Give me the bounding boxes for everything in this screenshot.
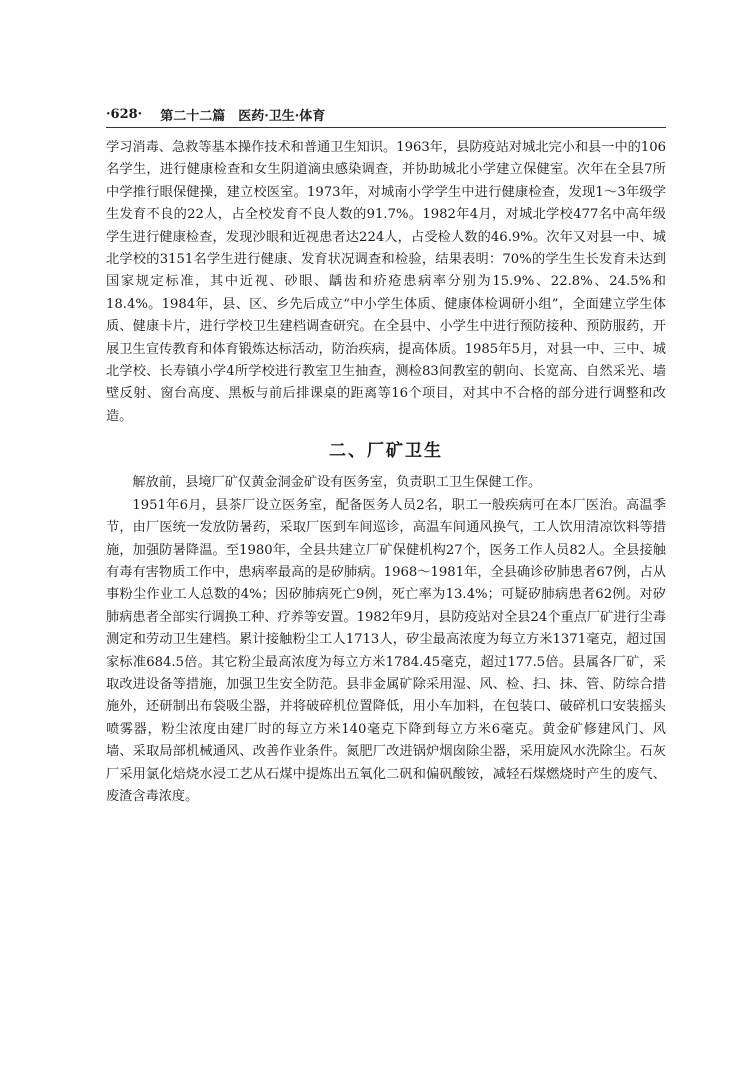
- header-rule: [106, 127, 666, 128]
- body-text: [106, 137, 666, 808]
- section-heading: 二、厂矿卫生: [329, 441, 443, 462]
- running-header: [106, 103, 666, 125]
- paragraph: 学习消毒、急救等基本操作技术和普通卫生知识。1963年，县防疫站对城北完小和县一中的106名学生，进行健康检查和女生阴道滴虫感染调查，并协助城北小学建立保健室。次年在全县7所中学推行眼保健操，建立校医室。1973年，对城南小学学生中进行健康检查，发现1～3年级学生发育不良的22人，占全校发育不良人数的91.7%。1982年4月，对城北学校477名中高年级学生进行健康检查，发现沙眼和近视患者达224人，占受检人数的46.9%。次年又对县一中、城北学校的3151名学生进行健康、发育状况调查和检验，结果表明：70%的学生生长发育未达到国家规定标准，其中近视、砂眼、龋齿和疥疮患病率分别为15.9%、22.8%、24.5%和18.4%。1984年，县、区、乡先后成立“中小学生体质、健康体检调研小组”，全面建立学生体质、健康卡片，进行学校卫生建档调查研究。在全县中、小学生中进行预防接种、预防服药，开展卫生宣传教育和体育锻炼达标活动，防治疾病，提高体质。1985年5月，对县一中、三中、城北学校、长寿镇小学4所学校进行教室卫生抽查，测检83间教室的朝向、长宽高、自然采光、墙壁反射、窗台高度、黑板与前后排课桌的距离等16个项目，对其中不合格的部分进行调整和改造。: [106, 140, 666, 424]
- paragraph: 1951年6月，县茶厂设立医务室，配备医务人员2名，职工一般疾病可在本厂医治。高温季节，由厂医统一发放防暑药，采取厂医到车间巡诊，高温车间通风换气，工人饮用清凉饮料等措施，加强防暑降温。至1980年，全县共建立厂矿保健机构27个，医务工作人员82人。全县接触有毒有害物质工作中，患病率最高的是矽肺病。1968～1981年，全县确诊矽肺患者67例，占从事粉尘作业工人总数的4%；因矽肺病死亡9例，死亡率为13.4%；可疑矽肺病患者62例。对矽肺病患者全部实行调换工种、疗养等安置。1982年9月，县防疫站对全县24个重点厂矿进行尘毒测定和劳动卫生建档。累计接触粉尘工人1713人，矽尘最高浓度为每立方米1371毫克，超过国家标准684.5倍。其它粉尘最高浓度为每立方米1784.45毫克，超过177.5倍。县属各厂矿，采取改进设备等措施，加强卫生安全防范。县非金属矿除采用湿、风、检、扫、抹、管、防综合措施外，还研制出布袋吸尘器，并将破碎机位置降低，用小车加料，在包装口、破碎机口安装摇头喷雾器，粉尘浓度由建厂时的每立方米140毫克下降到每立方米6毫克。黄金矿修建风门、风墙、采取局部机械通风、改善作业条件。氮肥厂改进锅炉烟囱除尘器，采用旋风水洗除尘。石灰厂采用氯化焙烧水浸工艺从石煤中提炼出五氧化二矾和偏矾酸铵，减轻石煤燃烧时产生的废气、废渣含毒浓度。: [106, 497, 666, 804]
- page-number: ·628·: [106, 106, 143, 122]
- paragraph: 解放前，县境厂矿仅黄金洞金矿设有医务室，负责职工卫生保健工作。: [132, 475, 542, 491]
- chapter-title: 第二十二篇 医药·卫生·体育: [160, 108, 326, 124]
